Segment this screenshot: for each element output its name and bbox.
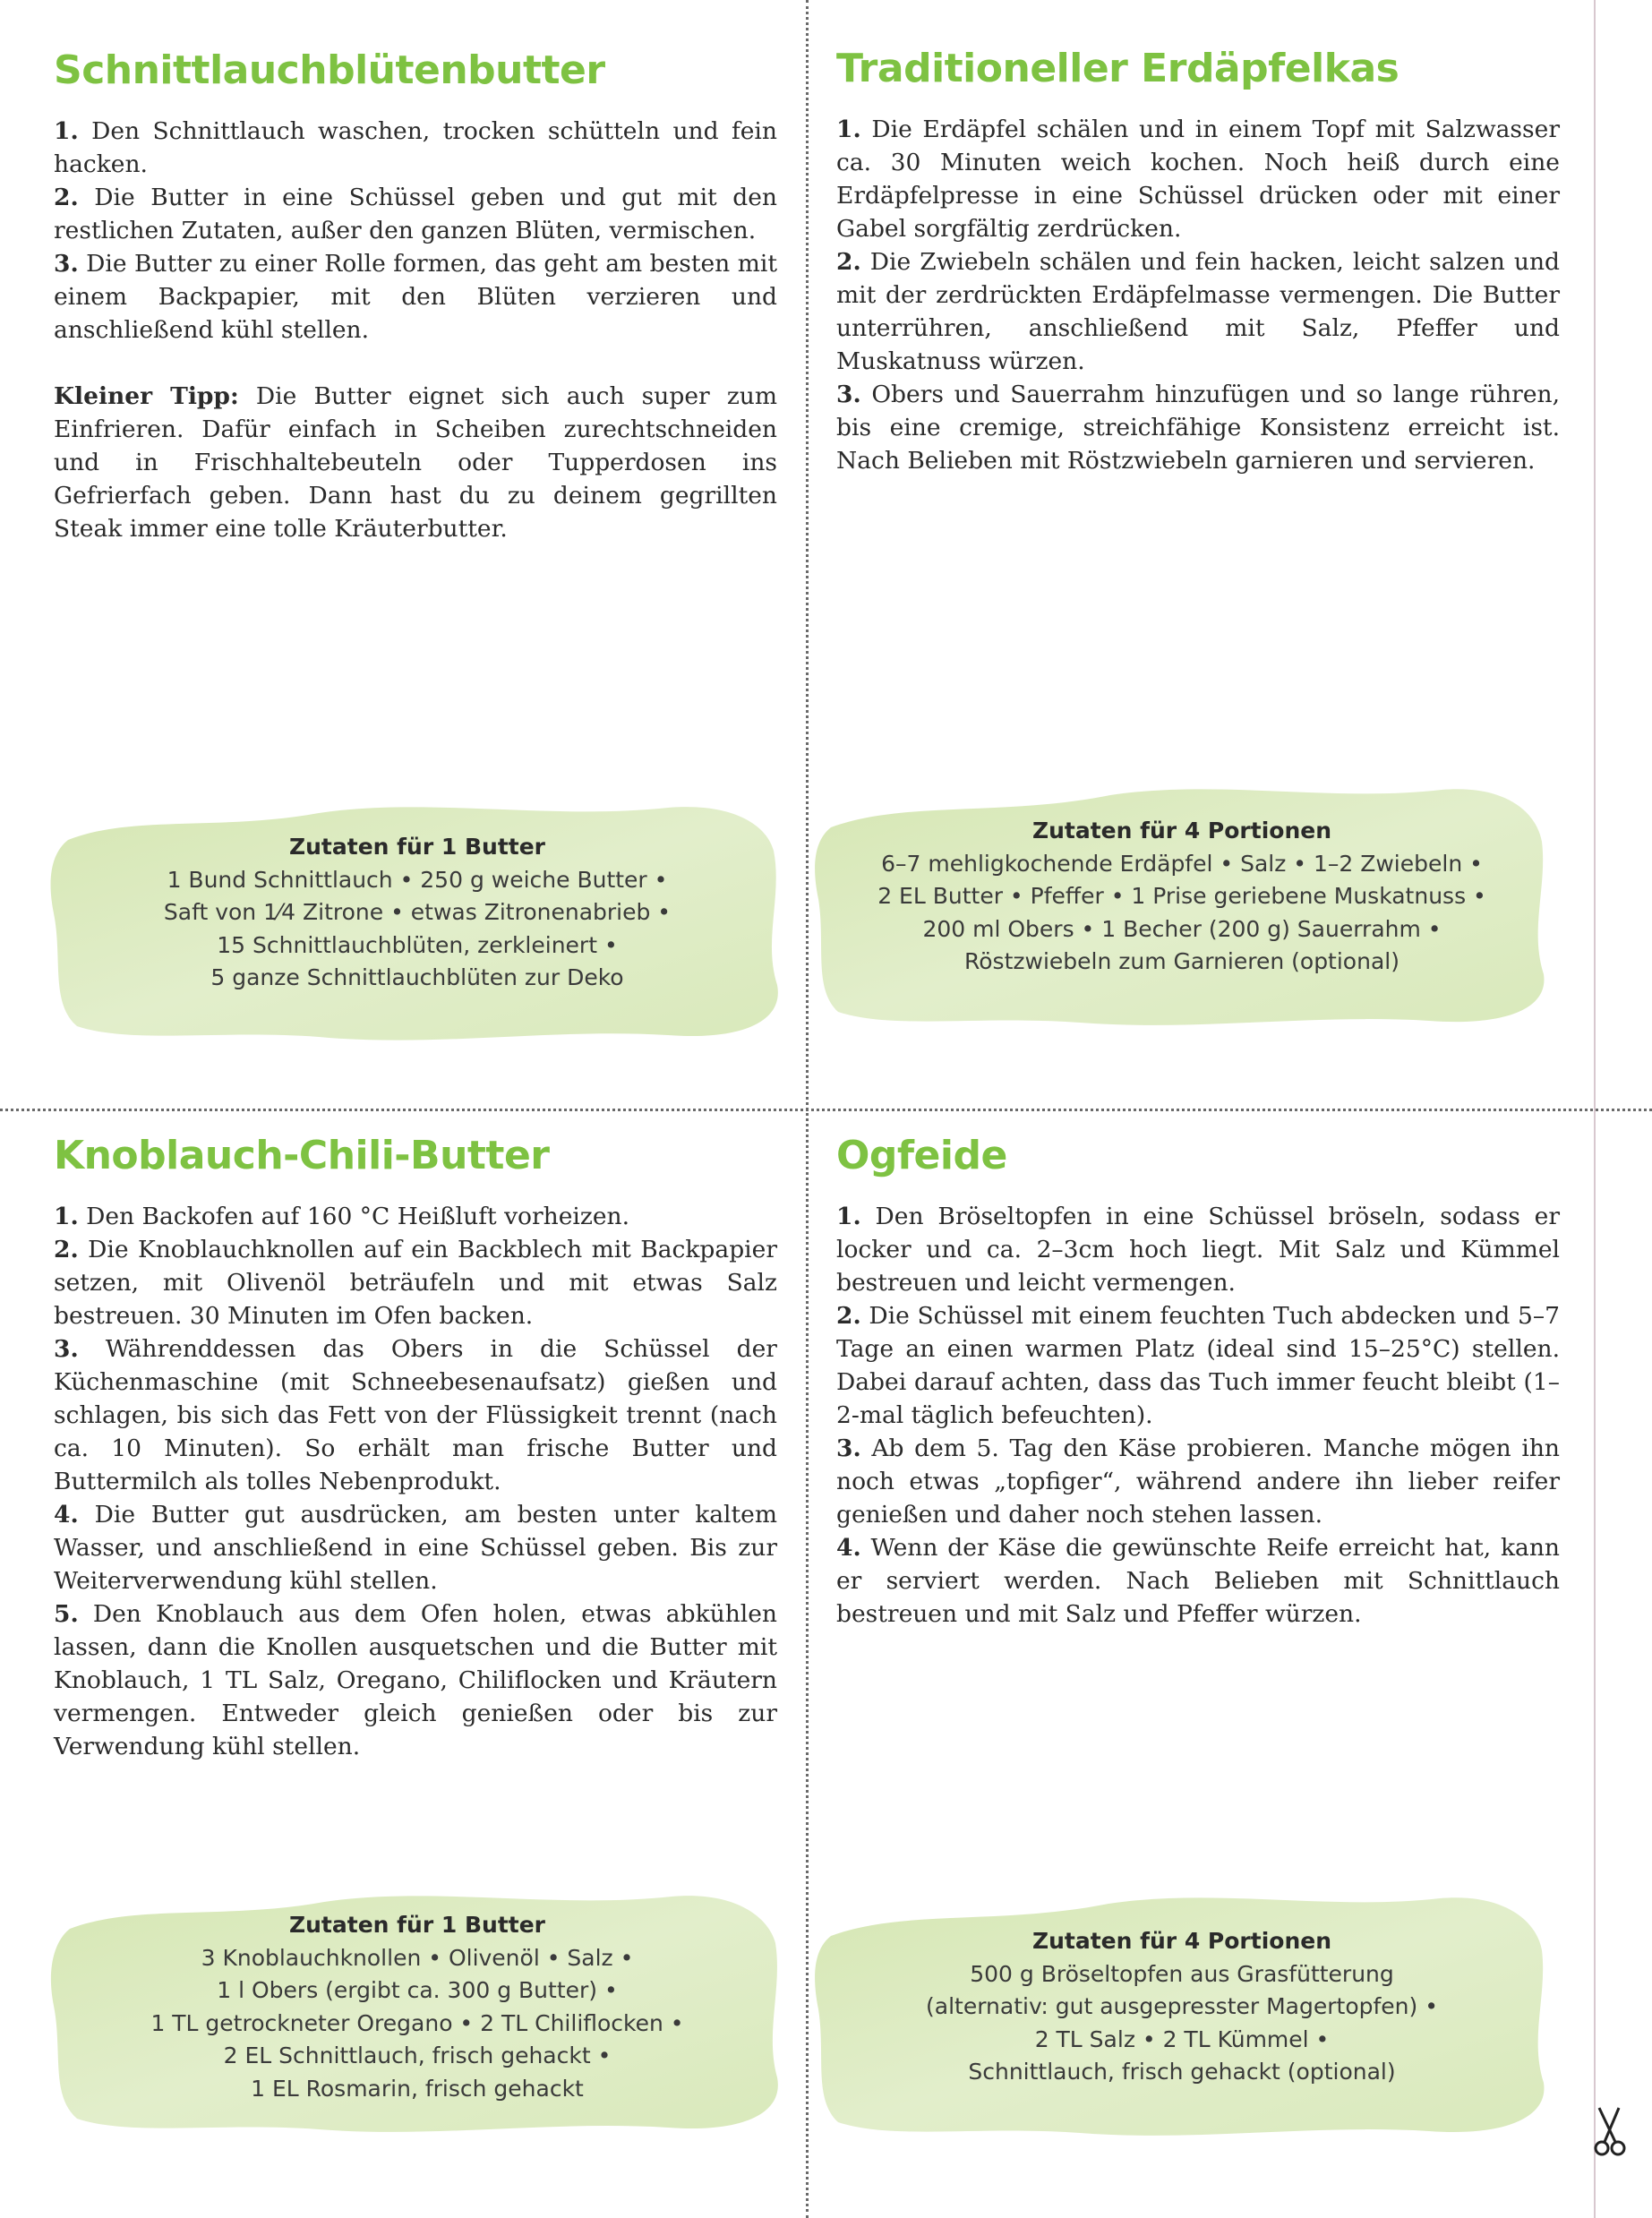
ingredients-line: Saft von 1⁄4 Zitrone • etwas Zitronenabrieb •	[163, 899, 672, 925]
recipe-step: 2. Die Knoblauchknollen auf ein Backblech mit Backpapier setzen, mit Olivenöl beträufeln und mit etwas Salz bestreuen. 30 Minuten im Ofen backen.	[54, 1236, 777, 1330]
ingredients-text	[50, 831, 784, 995]
ingredients-heading: Zutaten für 1 Butter	[289, 1912, 545, 1938]
page-edge-line	[1594, 0, 1596, 2218]
recipe-step: 2. Die Zwiebeln schälen und fein hacken, leicht salzen und mit der zerdrückten Erdäpfelmasse vermengen. Die Butter unterrühren, anschließend mit Salz, Pfeffer und Muskatnuss würzen.	[836, 248, 1560, 375]
ingredients-line: 2 EL Schnittlauch, frisch gehackt •	[223, 2042, 612, 2068]
recipe-step: 1. Den Schnittlauch waschen, trocken schütteln und fein hacken.	[54, 117, 777, 178]
recipe-title: Knoblauch-Chili-Butter	[54, 1133, 550, 1178]
ingredients-line: 2 TL Salz • 2 TL Kümmel •	[1034, 2025, 1330, 2052]
ingredients-line: 15 Schnittlauchblüten, zerkleinert •	[217, 931, 618, 958]
ingredients-line: 1 TL getrockneter Oregano • 2 TL Chiliflocken •	[150, 2009, 684, 2036]
recipe-step: 1. Den Bröseltopfen in eine Schüssel bröseln, sodass er locker und ca. 2–3cm hoch liegt. Mit Salz und Kümmel bestreuen und leicht vermengen.	[836, 1203, 1560, 1297]
ingredients-heading: Zutaten für 4 Portionen	[1031, 818, 1332, 844]
ingredients-line: Röstzwiebeln zum Garnieren (optional)	[964, 948, 1399, 974]
recipe-title: Schnittlauchblütenbutter	[54, 47, 605, 93]
ingredients-line: 6–7 mehligkochende Erdäpfel • Salz • 1–2 Zwiebeln •	[881, 850, 1483, 877]
ingredients-line: 2 EL Butter • Pfeffer • 1 Prise geriebene Muskatnuss •	[877, 883, 1486, 909]
recipe-step: 5. Den Knoblauch aus dem Ofen holen, etwas abkühlen lassen, dann die Knollen ausquetschen und die Butter mit Knoblauch, 1 TL Salz, Oregano, Chiliflocken und Kräutern vermengen. Entweder gleich genießen oder bis zur Verwendung kühl stellen.	[54, 1600, 777, 1760]
ingredients-line: 3 Knoblauchknollen • Olivenöl • Salz •	[201, 1944, 634, 1971]
ingredients-box	[50, 1879, 784, 2138]
ingredients-line: 1 Bund Schnittlauch • 250 g weiche Butter •	[167, 866, 668, 893]
ingredients-line: 1 l Obers (ergibt ca. 300 g Butter) •	[217, 1977, 618, 2003]
ingredients-box	[815, 772, 1549, 1032]
recipe-step: 2. Die Butter in eine Schüssel geben und gut mit den restlichen Zutaten, außer den ganzen Blüten, vermischen.	[54, 184, 777, 244]
ingredients-text	[50, 1909, 784, 2105]
recipe-step: 4. Die Butter gut ausdrücken, am besten unter kaltem Wasser, und anschließend in eine Schüssel geben. Bis zur Weiterverwendung kühl stellen.	[54, 1501, 777, 1595]
ingredients-line: 1 EL Rosmarin, frisch gehackt	[251, 2075, 584, 2102]
ingredients-line: (alternativ: gut ausgepresster Magertopfen) •	[926, 1993, 1438, 2019]
recipe-step: 1. Die Erdäpfel schälen und in einem Topf mit Salzwasser ca. 30 Minuten weich kochen. Noch heiß durch eine Erdäpfelpresse in eine Schüssel drücken oder mit einer Gabel sorgfältig zerdrücken.	[836, 116, 1560, 243]
ingredients-box	[50, 788, 784, 1048]
horizontal-cut-line	[0, 1109, 1652, 1111]
recipe-card-schnittlauchbluetenbutter	[54, 45, 777, 545]
recipe-step: 1. Den Backofen auf 160 °C Heißluft vorheizen.	[54, 1203, 630, 1230]
recipe-title: Ogfeide	[836, 1133, 1007, 1178]
recipe-step: 3. Die Butter zu einer Rolle formen, das geht am besten mit einem Backpapier, mit den Blüten verzieren und anschließend kühl stellen.	[54, 250, 777, 344]
ingredients-line: 500 g Bröseltopfen aus Grasfütterung	[970, 1960, 1394, 1987]
recipe-card-knoblauch-chili-butter	[54, 1130, 777, 1763]
ingredients-heading: Zutaten für 4 Portionen	[1031, 1928, 1332, 1954]
recipe-step: 3. Währenddessen das Obers in die Schüssel der Küchenmaschine (mit Schneebesenaufsatz) gießen und schlagen, bis sich das Fett von der Flüssigkeit trennt (nach ca. 10 Minuten). So erhält man frische Butter und Buttermilch als tolles Nebenprodukt.	[54, 1335, 777, 1495]
recipe-step: 3. Obers und Sauerrahm hinzufügen und so lange rühren, bis eine cremige, streichfähige Konsistenz erreicht ist. Nach Belieben mit Röstzwiebeln garnieren und servieren.	[836, 381, 1560, 475]
ingredients-line: 5 ganze Schnittlauchblüten zur Deko	[210, 964, 624, 990]
ingredients-line: 200 ml Obers • 1 Becher (200 g) Sauerrahm •	[922, 915, 1442, 942]
scissors-icon	[1592, 2106, 1628, 2160]
recipe-step: 4. Wenn der Käse die gewünschte Reife erreicht hat, kann er serviert werden. Nach Belieben mit Schnittlauch bestreuen und mit Salz und Pfeffer würzen.	[836, 1534, 1560, 1628]
ingredients-text	[815, 815, 1549, 979]
ingredients-heading: Zutaten für 1 Butter	[289, 834, 545, 860]
ingredients-line: Schnittlauch, frisch gehackt (optional)	[968, 2059, 1396, 2085]
recipe-title: Traditioneller Erdäpfelkas	[836, 46, 1399, 91]
recipe-tip: Kleiner Tipp: Die Butter eignet sich auch super zum Einfrieren. Dafür einfach in Scheiben zurechtschneiden und in Frischhaltebeuteln oder Tupperdosen ins Gefrierfach geben. Dann hast du zu deinem gegrillten Steak immer eine tolle Kräuterbutter.	[54, 382, 777, 543]
ingredients-text	[815, 1925, 1549, 2089]
recipe-step: 2. Die Schüssel mit einem feuchten Tuch abdecken und 5–7 Tage an einen warmen Platz (ideal sind 15–25°C) stellen. Dabei darauf achten, dass das Tuch immer feucht bleibt (1–2-mal täglich befeuchten).	[836, 1302, 1560, 1429]
ingredients-box	[815, 1882, 1549, 2142]
recipe-card-ogfeide	[836, 1130, 1560, 1631]
recipe-card-erdaepfelkas	[836, 43, 1560, 477]
recipe-step: 3. Ab dem 5. Tag den Käse probieren. Manche mögen ihn noch etwas „topfiger“, während andere ihn lieber reifer genießen und daher noch stehen lassen.	[836, 1434, 1560, 1529]
